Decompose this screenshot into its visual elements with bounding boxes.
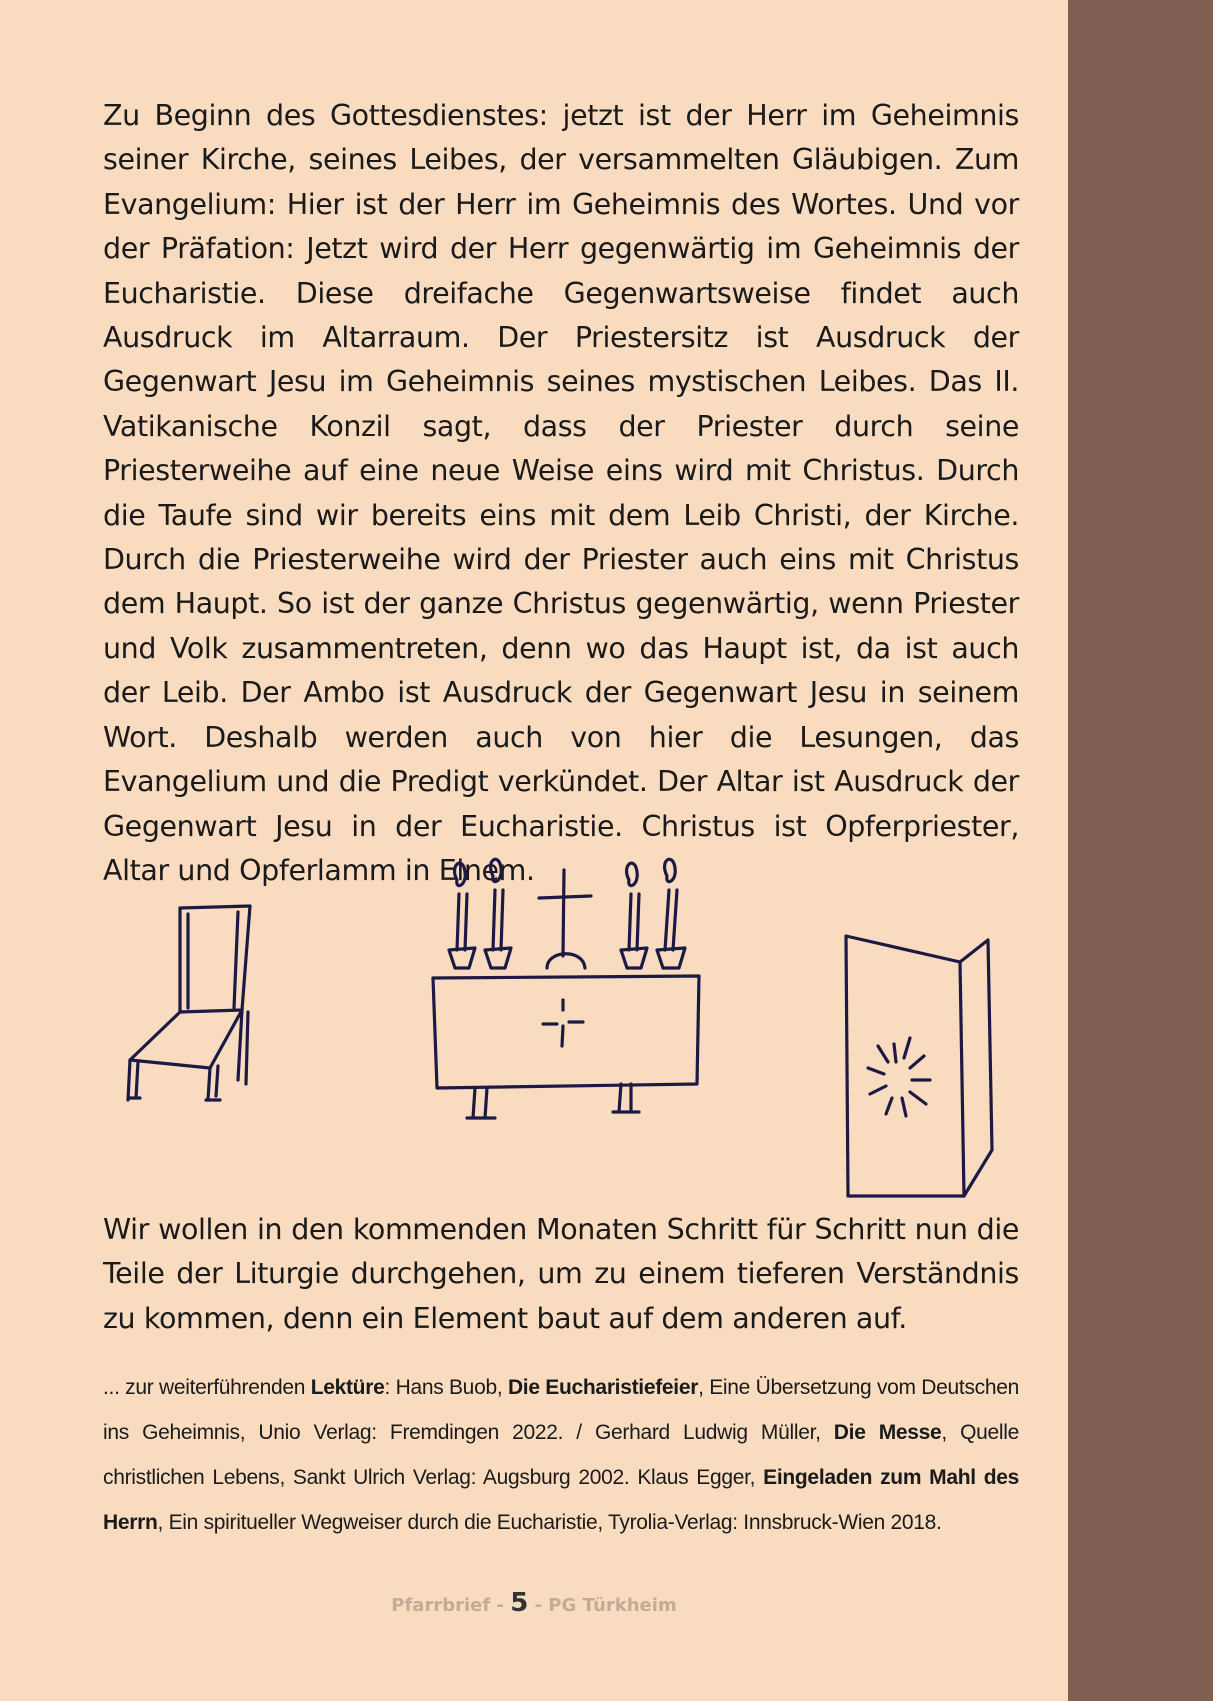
page-number: 5 bbox=[510, 1588, 529, 1618]
reading-part4: , Ein spiritueller Wegweiser durch die Eucharistie, Tyrolia-Verlag: Innsbruck-Wien 2018. bbox=[157, 1511, 942, 1534]
footer-right: - PG Türkheim bbox=[528, 1595, 677, 1616]
ambo-drawing bbox=[838, 934, 1028, 1204]
page-footer bbox=[0, 1588, 1068, 1618]
main-text-block bbox=[103, 94, 1019, 893]
reading-title3: Eingeladen zum Mahl des Herrn bbox=[103, 1466, 1019, 1534]
chair-drawing bbox=[110, 900, 270, 1110]
reading-title1: Die Eucharistiefeier bbox=[507, 1376, 699, 1399]
main-paragraph: Zu Beginn des Gottesdienstes: jetzt ist der Herr im Geheimnis seiner Kirche, seines Leibes, der versammelten Gläubigen. Zum Evangelium: Hier ist der Herr im Geheimnis des Wortes. Und vor der Präfation: Jetzt wird der Herr gegenwärtig im Geheimnis der Eucharistie. Diese dreifache Gegenwartsweise findet auch Ausdruck im Altarraum. Der Priestersitz ist Ausdruck der Gegenwart Jesu im Geheimnis seines mystischen Leibes. Das II. Vatikanische Konzil sagt, dass der Priester durch seine Priesterweihe auf eine neue Weise eins wird mit Christus. Durch die Taufe sind wir bereits eins mit dem Leib Christi, der Kirche. Durch die Priesterweihe wird der Priester auch eins mit Christus dem Haupt. So ist der ganze Christus gegenwärtig, wenn Priester und Volk zusammentreten, denn wo das Haupt ist, da ist auch der Leib. Der Ambo ist Ausdruck der Gegenwart Jesu in seinem Wort. Deshalb werden auch von hier die Lesungen, das Evangelium und die Predigt verkündet. Der Altar ist Ausdruck der Gegenwart Jesu in der Eucharistie. Christus ist Opferpriester, Altar und Opferlamm in Einem. bbox=[103, 99, 1019, 887]
reading-part2: , Eine Übersetzung vom Deutschen ins Geheimnis, Unio Verlag: Fremdingen 2022. / Gerhard Ludwig Müller, bbox=[103, 1376, 1019, 1444]
reading-lekture: Lektüre bbox=[310, 1376, 385, 1399]
side-bar bbox=[1068, 0, 1213, 1701]
reading-part3: , Quelle christlichen Lebens, Sankt Ulrich Verlag: Augsburg 2002. Klaus Egger, bbox=[103, 1421, 1019, 1489]
reading-note bbox=[103, 1365, 1019, 1545]
second-paragraph: Wir wollen in den kommenden Monaten Schritt für Schritt nun die Teile der Liturgie durchgehen, um zu einem tieferen Verständnis zu kommen, denn ein Element baut auf dem anderen auf. bbox=[103, 1213, 1019, 1335]
drawings-area bbox=[100, 860, 1040, 1210]
reading-intro: ... zur weiterführenden bbox=[103, 1376, 311, 1399]
second-text-block bbox=[103, 1208, 1019, 1341]
reading-part1: : Hans Buob, bbox=[384, 1376, 508, 1399]
altar-drawing bbox=[435, 850, 725, 1140]
reading-title2: Die Messe bbox=[833, 1421, 942, 1444]
footer-left: Pfarrbrief - bbox=[391, 1595, 511, 1616]
